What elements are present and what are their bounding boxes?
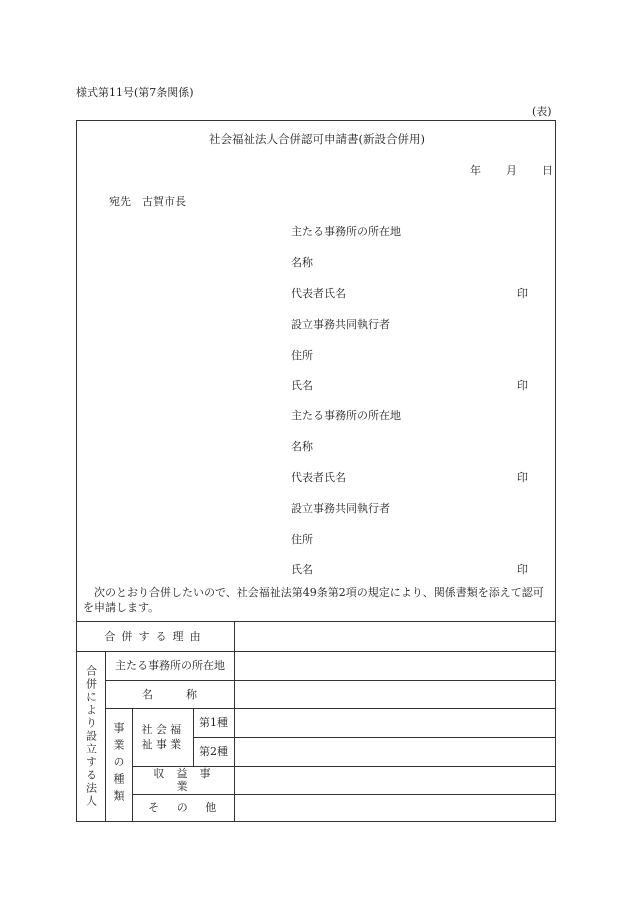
person-name-label-1: 氏名 [291,379,313,392]
address-label-1: 住所 [291,349,313,362]
page-side-label: (表) [532,105,552,118]
addressee: 宛先 古賀市長 [109,195,186,208]
new-office-location-label: 主たる事務所の所在地 [115,659,225,672]
seal-mark: 印 [517,471,528,484]
type1-label: 第1種 [199,716,228,729]
type2-label: 第2種 [199,745,228,758]
corp-name-label-2: 名称 [291,440,313,453]
form-number: 様式第11号(第7条関係) [76,86,194,99]
type1-business-field[interactable] [235,709,555,737]
business-types-label: 事業の種類 [112,722,125,807]
seal-mark: 印 [517,379,528,392]
profit-business-label: 収益事業 [153,767,223,793]
corp-name-label-1: 名称 [291,256,313,269]
date-year: 年 [470,164,481,177]
address-label-2: 住所 [291,533,313,546]
new-office-location-field[interactable] [235,652,555,680]
profit-business-field[interactable] [235,767,555,794]
joint-executor-label-1: 設立事務共同執行者 [291,318,390,331]
merger-reason-label: 合併する理由 [104,629,207,643]
application-form [76,120,556,822]
date-day: 日 [542,164,553,177]
seal-mark: 印 [517,563,528,576]
type2-business-field[interactable] [235,738,555,766]
form-title: 社会福祉法人合併認可申請書(新設合併用) [209,132,425,146]
new-corporation-header: 合併により設立する法人 [84,664,98,808]
seal-mark: 印 [517,287,528,300]
office-location-label-2: 主たる事務所の所在地 [291,409,401,422]
other-business-label: その他 [148,801,234,814]
new-corp-name-label: 名 称 [142,687,197,701]
other-business-field[interactable] [235,795,555,821]
representative-name-label-1: 代表者氏名 [291,287,346,300]
joint-executor-label-2: 設立事務共同執行者 [291,502,390,515]
office-location-label-1: 主たる事務所の所在地 [291,225,401,238]
date-month: 月 [506,164,517,177]
person-name-label-2: 氏名 [291,563,313,576]
social-welfare-business-label: 社会福祉事業 [141,723,185,751]
application-statement: 次のとおり合併したいので、社会福祉法第49条第2項の規定により、関係書類を添えて認可を申請します。 [83,586,544,614]
representative-name-label-2: 代表者氏名 [291,471,346,484]
new-corp-name-field[interactable] [235,681,555,708]
merger-details-table [77,621,555,821]
merger-reason-field[interactable] [235,622,555,651]
